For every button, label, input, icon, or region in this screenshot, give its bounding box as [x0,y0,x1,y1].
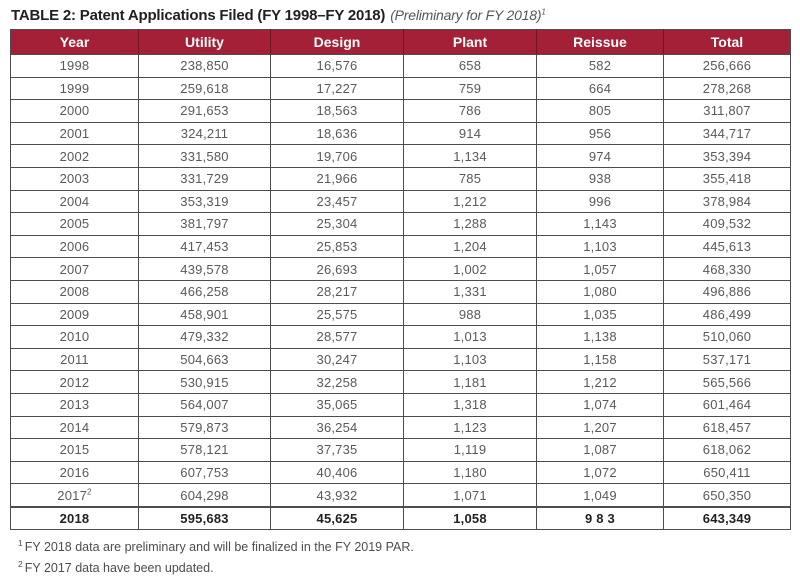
table-row [11,461,791,484]
cell-year: 2003 [11,167,139,190]
cell-utility: 604,298 [139,484,271,507]
table-row [11,122,791,145]
cell-design: 25,304 [271,213,404,236]
table-row [11,484,791,507]
cell-year: 2004 [11,190,139,213]
table-row [11,100,791,123]
cell-utility: 331,729 [139,167,271,190]
cell-reissue: 9 8 3 [537,507,664,530]
cell-utility: 607,753 [139,461,271,484]
cell-total: 510,060 [664,326,791,349]
footnote-2 [18,556,800,576]
cell-utility: 595,683 [139,507,271,530]
cell-year: 2009 [11,303,139,326]
cell-reissue: 996 [537,190,664,213]
table-row [11,326,791,349]
cell-year: 1998 [11,55,139,78]
header-row [11,30,791,55]
cell-total: 409,532 [664,213,791,236]
cell-utility: 381,797 [139,213,271,236]
col-header-design: Design [271,30,404,55]
cell-utility: 238,850 [139,55,271,78]
table-row [11,145,791,168]
col-header-plant: Plant [404,30,537,55]
cell-total: 355,418 [664,167,791,190]
cell-utility: 530,915 [139,371,271,394]
cell-total: 650,350 [664,484,791,507]
cell-plant: 1,123 [404,416,537,439]
cell-plant: 1,071 [404,484,537,507]
col-header-reissue: Reissue [537,30,664,55]
cell-design: 19,706 [271,145,404,168]
footnote-2-superscript: 2 [18,558,23,569]
table-row [11,77,791,100]
cell-total: 537,171 [664,348,791,371]
cell-plant: 1,204 [404,235,537,258]
table-row [11,393,791,416]
cell-utility: 324,211 [139,122,271,145]
table-row [11,439,791,462]
cell-reissue: 1,074 [537,393,664,416]
cell-utility: 417,453 [139,235,271,258]
cell-total: 353,394 [664,145,791,168]
cell-design: 28,217 [271,280,404,303]
cell-design: 18,636 [271,122,404,145]
col-header-utility: Utility [139,30,271,55]
cell-reissue: 1,072 [537,461,664,484]
cell-design: 25,575 [271,303,404,326]
cell-utility: 331,580 [139,145,271,168]
cell-plant: 1,318 [404,393,537,416]
cell-reissue: 1,207 [537,416,664,439]
table-row [11,55,791,78]
cell-year: 2012 [11,371,139,394]
cell-design: 23,457 [271,190,404,213]
cell-plant: 914 [404,122,537,145]
cell-utility: 353,319 [139,190,271,213]
table-row [11,213,791,236]
cell-utility: 578,121 [139,439,271,462]
cell-reissue: 805 [537,100,664,123]
cell-design: 28,577 [271,326,404,349]
cell-reissue: 1,087 [537,439,664,462]
cell-utility: 291,653 [139,100,271,123]
cell-total: 486,499 [664,303,791,326]
cell-year: 2010 [11,326,139,349]
cell-design: 21,966 [271,167,404,190]
table-title-note [390,7,545,23]
cell-year: 1999 [11,77,139,100]
cell-year: 2008 [11,280,139,303]
cell-reissue: 664 [537,77,664,100]
cell-design: 30,247 [271,348,404,371]
cell-reissue: 1,143 [537,213,664,236]
cell-total: 344,717 [664,122,791,145]
cell-design: 43,932 [271,484,404,507]
footnote-2-text: FY 2017 data have been updated. [24,560,214,575]
cell-plant: 1,180 [404,461,537,484]
cell-plant: 1,119 [404,439,537,462]
cell-design: 25,853 [271,235,404,258]
cell-year: 2014 [11,416,139,439]
cell-total: 618,062 [664,439,791,462]
cell-year: 2005 [11,213,139,236]
cell-total: 650,411 [664,461,791,484]
cell-total: 256,666 [664,55,791,78]
cell-plant: 1,058 [404,507,537,530]
cell-total: 643,349 [664,507,791,530]
table-row [11,348,791,371]
cell-utility: 479,332 [139,326,271,349]
footnote-1-superscript: 1 [18,538,23,549]
cell-total: 601,464 [664,393,791,416]
cell-plant: 1,288 [404,213,537,236]
table-title [0,0,800,29]
cell-plant: 786 [404,100,537,123]
table-title-label: TABLE 2: [11,7,76,24]
table-title-main: Patent Applications Filed (FY 1998–FY 2018) [79,7,386,24]
cell-utility: 259,618 [139,77,271,100]
table-row [11,280,791,303]
cell-year: 2002 [11,145,139,168]
cell-total: 278,268 [664,77,791,100]
cell-design: 17,227 [271,77,404,100]
cell-utility: 458,901 [139,303,271,326]
cell-reissue: 1,057 [537,258,664,281]
cell-design: 45,625 [271,507,404,530]
cell-reissue: 1,035 [537,303,664,326]
cell-design: 35,065 [271,393,404,416]
cell-year: 2018 [11,507,139,530]
cell-year: 2016 [11,461,139,484]
cell-plant: 658 [404,55,537,78]
cell-plant: 1,013 [404,326,537,349]
table-row [11,507,791,530]
cell-reissue: 1,158 [537,348,664,371]
cell-total: 468,330 [664,258,791,281]
footnotes [18,535,800,575]
cell-year: 2000 [11,100,139,123]
cell-plant: 759 [404,77,537,100]
table-row [11,235,791,258]
table-row [11,258,791,281]
cell-total: 496,886 [664,280,791,303]
cell-plant: 1,212 [404,190,537,213]
cell-year: 2006 [11,235,139,258]
table-title-note-text: (Preliminary for FY 2018) [390,7,542,23]
cell-utility: 439,578 [139,258,271,281]
table-row [11,371,791,394]
cell-plant: 1,103 [404,348,537,371]
cell-plant: 1,002 [404,258,537,281]
cell-plant: 1,331 [404,280,537,303]
cell-design: 18,563 [271,100,404,123]
cell-year: 2017$^2$ [11,484,139,507]
cell-reissue: 582 [537,55,664,78]
table-row [11,416,791,439]
cell-design: 32,258 [271,371,404,394]
cell-design: 26,693 [271,258,404,281]
cell-plant: 988 [404,303,537,326]
table-title-note-superscript: 1 [541,7,546,17]
cell-total: 311,807 [664,100,791,123]
patent-applications-table [10,29,791,530]
cell-plant: 785 [404,167,537,190]
col-header-total: Total [664,30,791,55]
cell-total: 378,984 [664,190,791,213]
cell-plant: 1,134 [404,145,537,168]
cell-year: 2013 [11,393,139,416]
cell-design: 16,576 [271,55,404,78]
col-header-year: Year [11,30,139,55]
cell-reissue: 1,103 [537,235,664,258]
cell-design: 40,406 [271,461,404,484]
table-row [11,167,791,190]
cell-reissue: 974 [537,145,664,168]
table-body [11,55,791,530]
cell-utility: 466,258 [139,280,271,303]
cell-reissue: 1,049 [537,484,664,507]
cell-reissue: 1,138 [537,326,664,349]
cell-design: 37,735 [271,439,404,462]
cell-design: 36,254 [271,416,404,439]
cell-utility: 504,663 [139,348,271,371]
table-row [11,190,791,213]
cell-reissue: 1,212 [537,371,664,394]
cell-reissue: 938 [537,167,664,190]
footnote-1 [18,535,800,555]
table-row [11,303,791,326]
cell-total: 445,613 [664,235,791,258]
cell-plant: 1,181 [404,371,537,394]
cell-reissue: 1,080 [537,280,664,303]
cell-total: 565,566 [664,371,791,394]
cell-year: 2015 [11,439,139,462]
year-superscript: 2 [87,487,92,497]
footnote-1-text: FY 2018 data are preliminary and will be finalized in the FY 2019 PAR. [24,540,414,555]
cell-year: 2001 [11,122,139,145]
cell-utility: 564,007 [139,393,271,416]
cell-total: 618,457 [664,416,791,439]
cell-reissue: 956 [537,122,664,145]
cell-utility: 579,873 [139,416,271,439]
cell-year: 2007 [11,258,139,281]
cell-year: 2011 [11,348,139,371]
